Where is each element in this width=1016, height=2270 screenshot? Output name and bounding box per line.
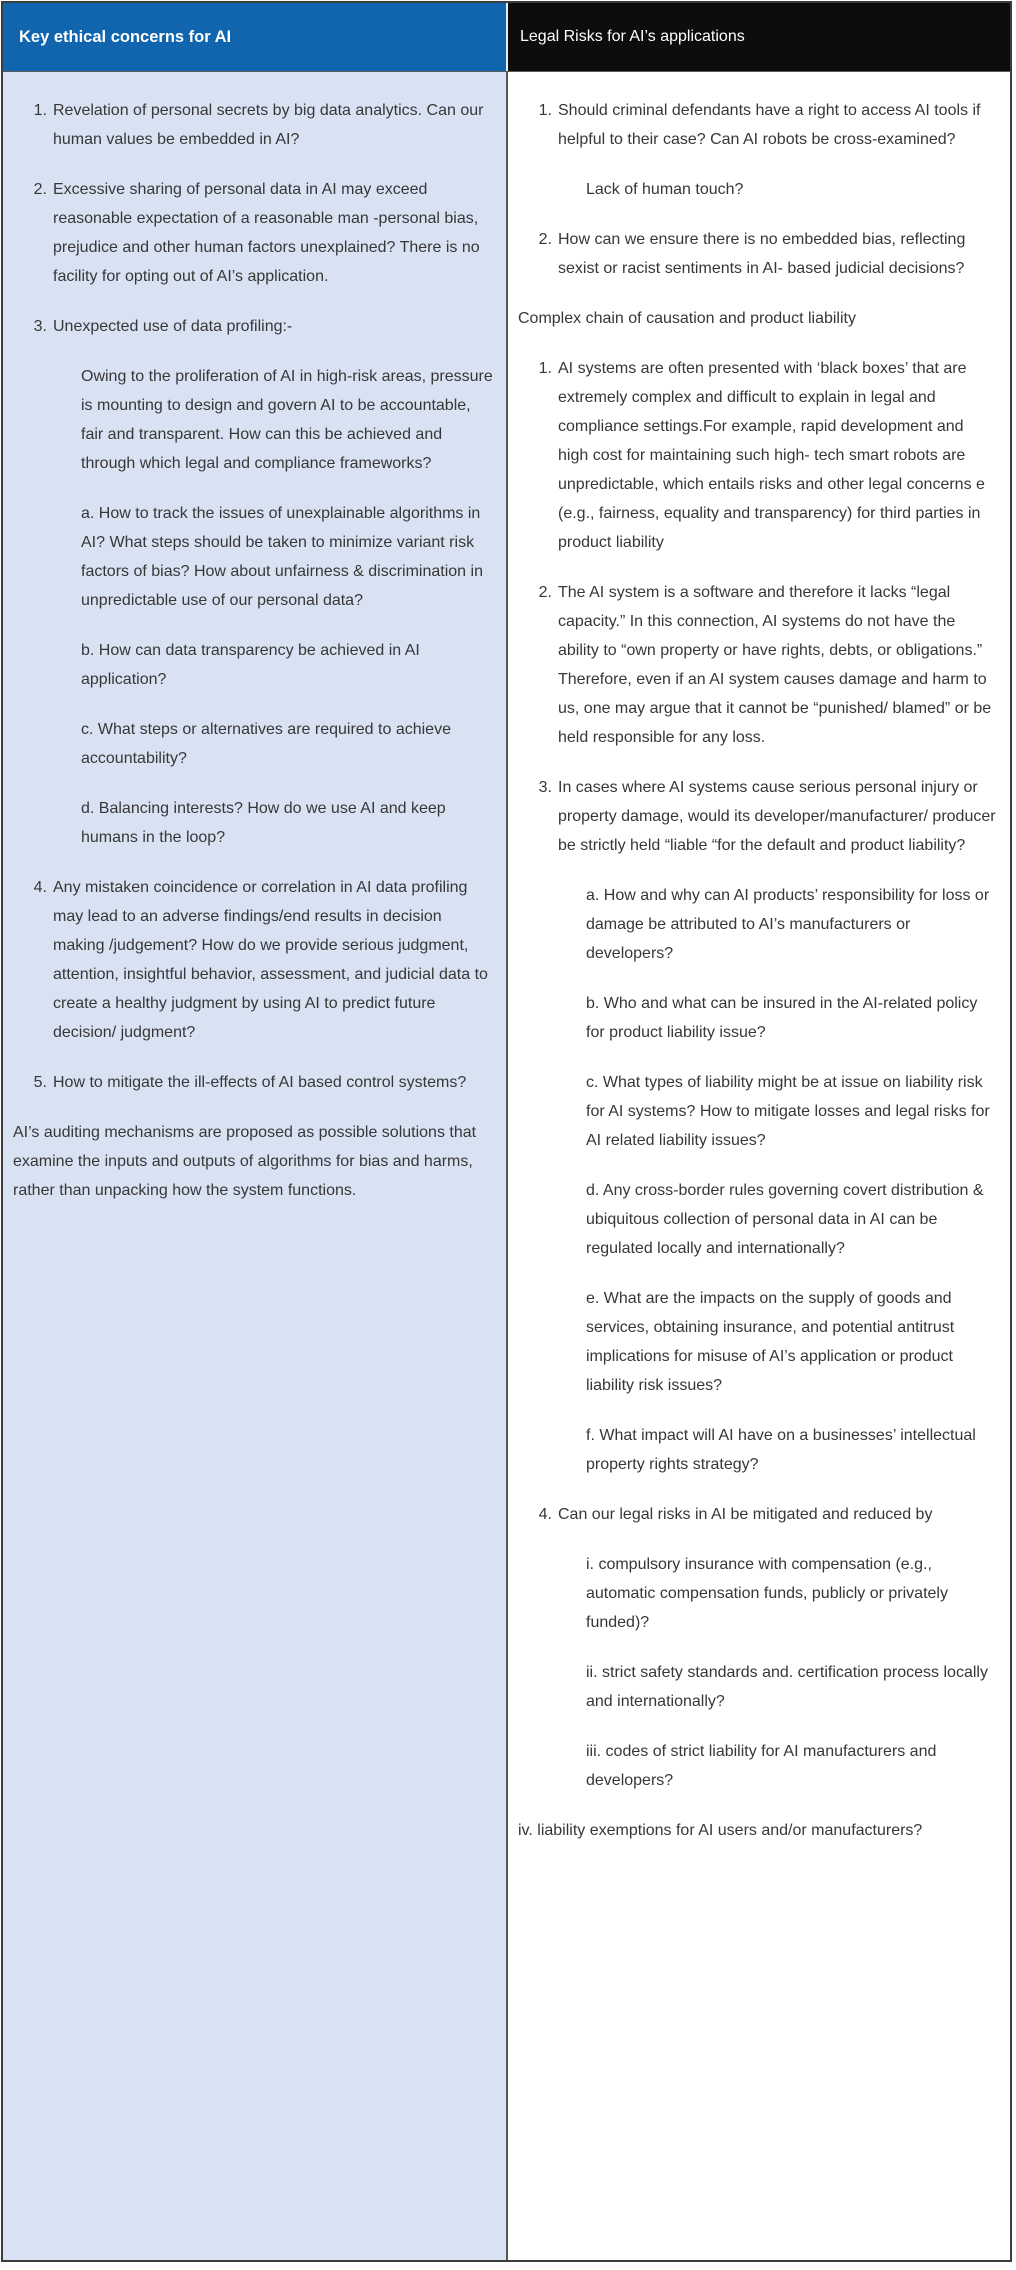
list-text: AI systems are often presented with ‘black boxes’ that are extremely complex and difficult to explain in legal and compliance settings.For example, rapid development and high cost for maintaining such high- tech smart robots are unpredictable, which entails risks and other legal concerns e (e.g., fairness, equality and transparency) for third parties in product liability [558, 360, 985, 551]
ethics-column-body [3, 71, 508, 2260]
ethics-item-2 [13, 175, 493, 291]
list-number: 3. [538, 779, 552, 796]
legal-subitem-c: c. What types of liability might be at issue on liability risk for AI systems? How to mitigate losses and legal risks for AI related liability issues? [586, 1074, 990, 1149]
legal-liability-item-1 [518, 354, 997, 557]
list-number: 2. [538, 231, 552, 248]
ethics-subitem-a: a. How to track the issues of unexplainable algorithms in AI? What steps should be taken to minimize variant risk factors of bias? How about unfairness & discrimination in unpredictable use of our personal data? [81, 505, 483, 609]
legal-subitem-iii: iii. codes of strict liability for AI manufacturers and developers? [586, 1743, 937, 1789]
list-number: 4. [33, 879, 47, 896]
list-text: The AI system is a software and therefore it lacks “legal capacity.” In this connection, AI systems do not have the ability to “own property or have rights, debts, or obligations.” Therefore, even if an AI system causes damage and harm to us, one may argue that it cannot be “punished/ blamed” or be held responsible for any loss. [558, 584, 992, 746]
ethics-subparagraph-owing: Owing to the proliferation of AI in high-risk areas, pressure is mounting to design and govern AI to be accountable, fair and transparent. How can this be achieved and through which legal and compliance frameworks? [81, 368, 493, 472]
legal-liability-item-3 [518, 773, 997, 860]
ethics-subitem-c: c. What steps or alternatives are required to achieve accountability? [81, 721, 451, 767]
list-number: 1. [538, 102, 552, 119]
list-number: 3. [33, 318, 47, 335]
ethics-item-4 [13, 873, 493, 1047]
list-text: How to mitigate the ill-effects of AI based control systems? [53, 1074, 467, 1091]
ethics-item-5 [13, 1068, 493, 1097]
list-text: Unexpected use of data profiling:- [53, 318, 293, 335]
list-text: Can our legal risks in AI be mitigated and reduced by [558, 1506, 933, 1523]
list-number: 2. [33, 181, 47, 198]
list-text: How can we ensure there is no embedded bias, reflecting sexist or racist sentiments in AI- based judicial decisions? [558, 231, 966, 277]
legal-liability-item-2 [518, 578, 997, 752]
list-number: 5. [33, 1074, 47, 1091]
list-text: Any mistaken coincidence or correlation in AI data profiling may lead to an adverse findings/end results in decision making /judgement? How do we provide serious judgment, attention, insightful behavior, assessment, and judicial data to create a healthy judgment by using AI to predict future decision/ judgment? [53, 879, 488, 1041]
ethics-closing-paragraph: AI’s auditing mechanisms are proposed as possible solutions that examine the inputs and outputs of algorithms for bias and harms, rather than unpacking how the system functions. [13, 1124, 477, 1199]
legal-subitem-a: a. How and why can AI products’ responsibility for loss or damage be attributed to AI’s manufacturers or developers? [586, 887, 990, 962]
list-number: 1. [538, 360, 552, 377]
ethics-vs-legal-risks-table [1, 1, 1012, 2262]
legal-subitem-i: i. compulsory insurance with compensation (e.g., automatic compensation funds, publicly or privately funded)? [586, 1556, 948, 1631]
legal-item-1 [518, 96, 997, 154]
ethics-column-header-label: Key ethical concerns for AI [19, 27, 232, 46]
legal-subitem-f: f. What impact will AI have on a businesses’ intellectual property rights strategy? [586, 1427, 976, 1473]
legal-subitem-ii: ii. strict safety standards and. certification process locally and internationally? [586, 1664, 988, 1710]
ethics-subitem-d: d. Balancing interests? How do we use AI and keep humans in the loop? [81, 800, 446, 846]
ethics-item-3 [13, 312, 493, 341]
legal-subitem-e: e. What are the impacts on the supply of goods and services, obtaining insurance, and potential antitrust implications for misuse of AI’s application or product liability risk issues? [586, 1290, 955, 1394]
list-number: 4. [538, 1506, 552, 1523]
list-number: 1. [33, 102, 47, 119]
ethics-item-1 [13, 96, 493, 154]
list-number: 2. [538, 584, 552, 601]
legal-column-header-label: Legal Risks for AI’s applications [520, 28, 745, 45]
legal-item-2 [518, 225, 997, 283]
legal-subitem-iv: iv. liability exemptions for AI users and/or manufacturers? [518, 1822, 923, 1839]
legal-subitem-b: b. Who and what can be insured in the AI-related policy for product liability issue? [586, 995, 978, 1041]
list-text: Revelation of personal secrets by big data analytics. Can our human values be embedded in AI? [53, 102, 484, 148]
legal-liability-item-4 [518, 1500, 997, 1529]
ethics-subitem-b: b. How can data transparency be achieved in AI application? [81, 642, 420, 688]
legal-section-heading-causation: Complex chain of causation and product liability [518, 310, 856, 327]
list-text: Should criminal defendants have a right to access AI tools if helpful to their case? Can AI robots be cross-examined? [558, 102, 981, 148]
list-text: Excessive sharing of personal data in AI may exceed reasonable expectation of a reasonable man -personal bias, prejudice and other human factors unexplained? There is no facility for opting out of AI’s application. [53, 181, 480, 285]
legal-column-body [508, 71, 1010, 2260]
list-text: In cases where AI systems cause serious personal injury or property damage, would its developer/manufacturer/ producer be strictly held “liable “for the default and product liability? [558, 779, 996, 854]
legal-column-header [508, 3, 1010, 71]
legal-subitem-d: d. Any cross-border rules governing covert distribution & ubiquitous collection of personal data in AI can be regulated locally and internationally? [586, 1182, 984, 1257]
ethics-column-header [3, 3, 508, 71]
legal-subparagraph-lack-of-human-touch: Lack of human touch? [586, 181, 744, 198]
